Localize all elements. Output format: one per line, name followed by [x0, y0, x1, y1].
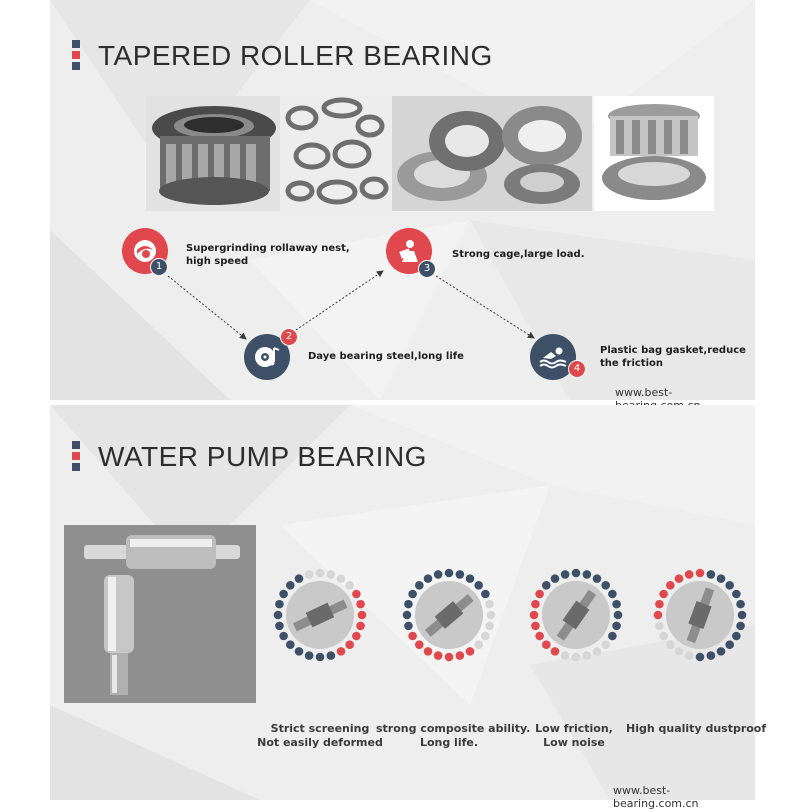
ring-dot — [356, 600, 365, 609]
step-number-badge: 3 — [418, 260, 436, 278]
ring-dot — [456, 570, 465, 579]
ring-dot — [655, 622, 664, 631]
ring-dot — [654, 611, 663, 620]
feature-label-3: Low friction, Low noise — [535, 722, 613, 749]
ring-dot — [352, 632, 361, 641]
ring-dot — [593, 574, 602, 583]
ring-dot — [696, 569, 705, 578]
ring-dot — [535, 590, 544, 599]
ring-dot — [655, 600, 664, 609]
ring-dot — [305, 570, 314, 579]
ring-dot — [583, 651, 592, 660]
ring-dot — [659, 590, 668, 599]
ring-dot — [408, 590, 417, 599]
water-pump-section — [50, 405, 767, 810]
ring-dot — [424, 574, 433, 583]
step-number-badge: 2 — [280, 328, 298, 346]
ring-dot — [736, 622, 745, 631]
ring-dot — [666, 581, 675, 590]
ring-dot — [738, 611, 747, 620]
step-1-label: Supergrinding rollaway nest, high speed — [186, 243, 350, 267]
ring-dot — [696, 653, 705, 662]
ring-dot — [286, 640, 295, 649]
ring-dot — [415, 581, 424, 590]
feature-label-2: strong composite ability. Long life. — [376, 722, 531, 749]
ring-dot — [685, 570, 694, 579]
step-number-badge: 4 — [568, 360, 586, 378]
ring-dot — [732, 590, 741, 599]
ring-dot — [717, 647, 726, 656]
ring-dot — [295, 647, 304, 656]
step-3-circle — [386, 228, 432, 274]
ring-dot — [608, 632, 617, 641]
step-2-label: Daye bearing steel,long life — [308, 351, 464, 362]
step-2-circle — [244, 331, 293, 380]
ring-dot — [572, 569, 581, 578]
ring-dot — [675, 574, 684, 583]
ring-dot — [456, 651, 465, 660]
ring-dot — [551, 574, 560, 583]
step-4-circle — [530, 334, 581, 380]
ring-dot — [275, 622, 284, 631]
ring-dot — [675, 647, 684, 656]
ring-dot — [535, 632, 544, 641]
ring-dot — [612, 600, 621, 609]
ring-dot — [445, 653, 454, 662]
ring-dot — [485, 622, 494, 631]
ring-dot — [316, 653, 325, 662]
ring-dot — [466, 647, 475, 656]
section-title: TAPERED ROLLER BEARING — [98, 40, 493, 71]
ring-dot — [601, 581, 610, 590]
ring-dot — [614, 611, 623, 620]
feature-ring-1 — [272, 567, 368, 668]
ring-dot — [474, 640, 483, 649]
water-pump-photo — [64, 525, 256, 703]
ring-dot — [352, 590, 361, 599]
ring-dot — [305, 651, 314, 660]
ring-dot — [732, 632, 741, 641]
ring-dot — [279, 632, 288, 641]
ring-dot — [612, 622, 621, 631]
flow-arrows — [50, 0, 755, 400]
ring-dot — [601, 640, 610, 649]
ring-dot — [275, 600, 284, 609]
ring-dot — [707, 651, 716, 660]
ring-dot — [583, 570, 592, 579]
ring-dot — [445, 569, 454, 578]
title-bars — [72, 441, 80, 474]
ring-dot — [286, 581, 295, 590]
ring-dot — [542, 581, 551, 590]
ring-dot — [530, 611, 539, 620]
step-4-label: Plastic bag gasket,reduce the friction — [600, 345, 746, 369]
ring-dot — [316, 569, 325, 578]
feature-label-1: Strict screening Not easily deformed — [257, 722, 383, 749]
ring-dot — [481, 590, 490, 599]
feature-ring-3 — [528, 567, 624, 668]
step-number-badge: 1 — [150, 258, 168, 276]
ring-dot — [337, 647, 346, 656]
ring-dot — [415, 640, 424, 649]
ring-dot — [327, 651, 336, 660]
step-3-label: Strong cage,large load. — [452, 249, 585, 260]
ring-dot — [487, 611, 496, 620]
ring-dot — [358, 611, 367, 620]
ring-dot — [404, 600, 413, 609]
ring-dot — [466, 574, 475, 583]
reading-person-icon — [396, 238, 422, 264]
ring-dot — [551, 647, 560, 656]
ring-dot — [659, 632, 668, 641]
ring-dot — [481, 632, 490, 641]
ring-dot — [561, 651, 570, 660]
ring-dot — [608, 590, 617, 599]
ring-dot — [593, 647, 602, 656]
ring-dot — [404, 622, 413, 631]
disc-music-icon — [254, 344, 280, 370]
ring-dot — [295, 574, 304, 583]
website-link[interactable]: www.best- — [615, 386, 673, 399]
ring-dot — [717, 574, 726, 583]
ring-dot — [725, 581, 734, 590]
ring-dot — [474, 581, 483, 590]
ring-dot — [542, 640, 551, 649]
tapered-roller-section — [50, 0, 755, 400]
ring-dot — [327, 570, 336, 579]
website-link[interactable]: www.best-bearing.com.cn — [613, 784, 699, 810]
feature-label-4: High quality dustproof — [626, 722, 767, 735]
swimmer-icon — [539, 346, 567, 368]
ring-dot — [337, 574, 346, 583]
ring-dot — [356, 622, 365, 631]
ring-dot — [424, 647, 433, 656]
ring-dot — [531, 622, 540, 631]
ring-dot — [561, 570, 570, 579]
feature-ring-2 — [401, 567, 497, 668]
ring-dot — [736, 600, 745, 609]
ring-dot — [572, 653, 581, 662]
ring-dot — [403, 611, 412, 620]
ring-dot — [707, 570, 716, 579]
ring-dot — [345, 640, 354, 649]
ring-dot — [434, 570, 443, 579]
step-1-circle — [122, 228, 168, 274]
ring-dot — [666, 640, 675, 649]
ring-dot — [274, 611, 283, 620]
section-title: WATER PUMP BEARING — [98, 441, 427, 472]
ring-dot — [408, 632, 417, 641]
feature-ring-4 — [652, 567, 748, 668]
ring-dot — [685, 651, 694, 660]
ring-dot — [345, 581, 354, 590]
ring-dot — [434, 651, 443, 660]
ring-dot — [279, 590, 288, 599]
ring-dot — [531, 600, 540, 609]
ring-dot — [485, 600, 494, 609]
ring-dot — [725, 640, 734, 649]
